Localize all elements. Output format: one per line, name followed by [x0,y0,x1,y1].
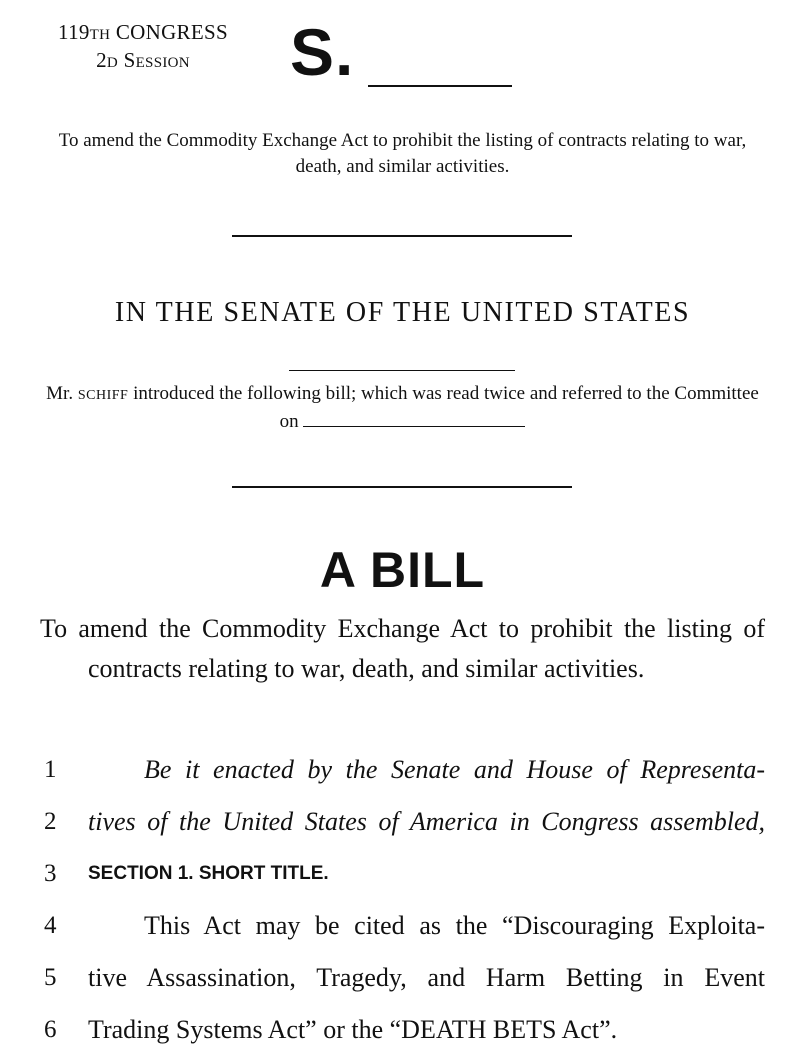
short-purpose: To amend the Commodity Exchange Act to prohibit the listing of contracts relating to war, death, and similar activities. [58,130,747,177]
session-label [124,48,190,72]
long-title: To amend the Commodity Exchange Act to prohibit the listing of contracts relating to war, death, and similar activities. [40,614,765,683]
divider-rule-short [289,370,515,371]
session-label-initial: S [123,48,136,72]
line-number: 5 [44,964,57,991]
line-number: 2 [44,808,57,835]
line-number: 3 [44,860,57,887]
session-label-rest: ESSION [135,55,190,71]
session-suffix: D [106,55,119,71]
congress-session-block [38,20,248,76]
chamber-heading: IN THE SENATE OF THE UNITED STATES [114,297,691,328]
session-number: 2 [96,48,107,72]
line-number: 1 [44,756,57,783]
bill-number-blank [368,85,512,87]
action-statement [40,381,765,435]
bill-heading: A BILL [319,542,486,598]
line-number: 6 [44,1016,57,1043]
sponsor-prefix: Mr. [46,383,74,404]
divider-rule [232,486,572,488]
section-text-line: Trading Systems Act” or the “DEATH BETS Act”. [88,1015,618,1044]
committee-blank [303,426,525,427]
section-heading: SECTION 1. SHORT TITLE. [88,863,329,884]
congress-suffix: TH [89,27,111,43]
sponsor-name: SCHIFF [77,388,129,403]
section-text-line: tive Assassination, Tragedy, and Harm Betting in Event [88,963,765,992]
congress-number: 119 [58,20,90,44]
divider-rule [232,235,572,237]
action-text: introduced the following bill; which was read twice and referred to the Committee on [133,383,759,432]
session-line [38,48,248,76]
congress-line [38,20,248,48]
enacting-clause-line: tives of the United States of America in Congress assembled, [88,807,765,836]
congress-label: CONGRESS [115,20,228,44]
sponsor-name-rest: CHIFF [86,388,129,403]
bill-designation: S. [290,15,355,89]
section-text-line: This Act may be cited as the “Discouraging Exploita- [144,911,765,940]
line-number: 4 [44,912,57,939]
enacting-clause-line: Be it enacted by the Senate and House of Representa- [144,755,765,784]
